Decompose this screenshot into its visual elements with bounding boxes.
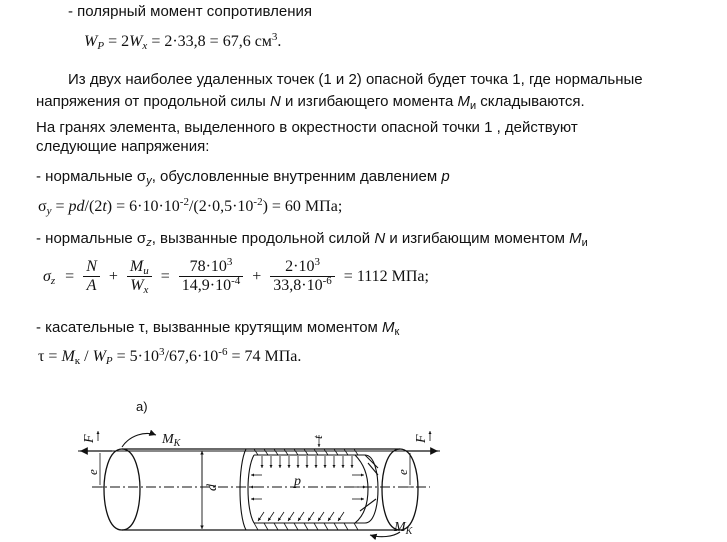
item-normal-stress-y: - нормальные $\sigma_y$, обусловленные внутренним давлением p	[36, 168, 450, 187]
item-normal-stress-z: - нормальные $\sigma_z$, вызванные продольной силой N и изгибающим моментом $M_и$	[36, 230, 588, 249]
fraction-78-over-14-9: $\frac{78\cdot 10^3}{14,9\cdot 10^{-4}}$	[179, 258, 244, 295]
torque-label-top: $M_K$	[162, 432, 181, 449]
eccentricity-dimension-right	[406, 451, 414, 487]
text-line-polar-moment: - полярный момент сопротивления	[68, 3, 312, 20]
paragraph-dangerous-point-line2: напряжения от продольной силы N и изгибающего момента $M_и$ складываются.	[36, 93, 585, 112]
pressure-label: p	[294, 474, 301, 489]
formula-sigma-z: $\sigma_z$ = $\frac{N}{A}$ + $\frac{M_и}{W_x}$ = $\frac{78\cdot 10^3}{14,9\cdot 10^{-4}}$ + $\frac{2\cdot 10^3}{33,8\cdot 10^{-6}}$ = 1112 МПа;	[43, 256, 429, 296]
paragraph-element-faces-line1: На гранях элемента, выделенного в окрестности опасной точки 1 , действуют	[36, 119, 578, 136]
paragraph-dangerous-point-line1: Из двух наиболее удаленных точек (1 и 2) опасной будет точка 1, где нормальные	[68, 71, 643, 88]
svg-text:F: F	[82, 434, 97, 443]
paragraph-element-faces-line2: следующие напряжения:	[36, 138, 210, 155]
formula-sigma-y: $\sigma_y = pd/(2t) = 6\cdot 10\cdot 10^{-2}/(2\cdot 0,5\cdot 10^{-2}) = 60$ МПа;	[38, 196, 343, 217]
eccentricity-dimension-left	[96, 451, 104, 487]
pressure-arrows-bottom	[258, 512, 344, 521]
fraction-m-over-w: $\frac{M_и}{W_x}$	[127, 258, 152, 295]
fraction-n-over-a: $\frac{N}{A}$	[83, 258, 100, 295]
pressure-arrows-top	[262, 456, 352, 468]
label-a: а)	[136, 399, 148, 414]
fraction-2-over-33-8: $\frac{2\cdot 10^3}{33,8\cdot 10^{-6}}$	[270, 258, 335, 295]
diameter-label: d	[205, 484, 220, 491]
force-label-right	[414, 431, 430, 444]
torque-arrow-top	[122, 434, 156, 448]
pipe-cutaway	[240, 449, 378, 530]
item-shear-stress: - касательные τ, вызванные крутящим моментом $M_к$	[36, 319, 400, 338]
eccentricity-label-right: e	[395, 469, 410, 475]
pipe-loading-diagram	[0, 395, 727, 542]
eccentricity-label-left: e	[85, 469, 100, 475]
formula-tau: $\tau = M_к / W_P = 5\cdot 10^3/67,6\cdot 10^{-6} = 74$ МПа.	[38, 346, 302, 367]
svg-text:F: F	[414, 434, 429, 443]
formula-wp: $W_P = 2W_x = 2\cdot 33,8 = 67,6$ $см^3$.	[84, 31, 282, 52]
force-label-left	[82, 431, 98, 444]
wall-hatching	[254, 449, 358, 530]
thickness-label: t	[310, 435, 325, 439]
torque-label-bottom: $M_K$	[394, 520, 413, 537]
